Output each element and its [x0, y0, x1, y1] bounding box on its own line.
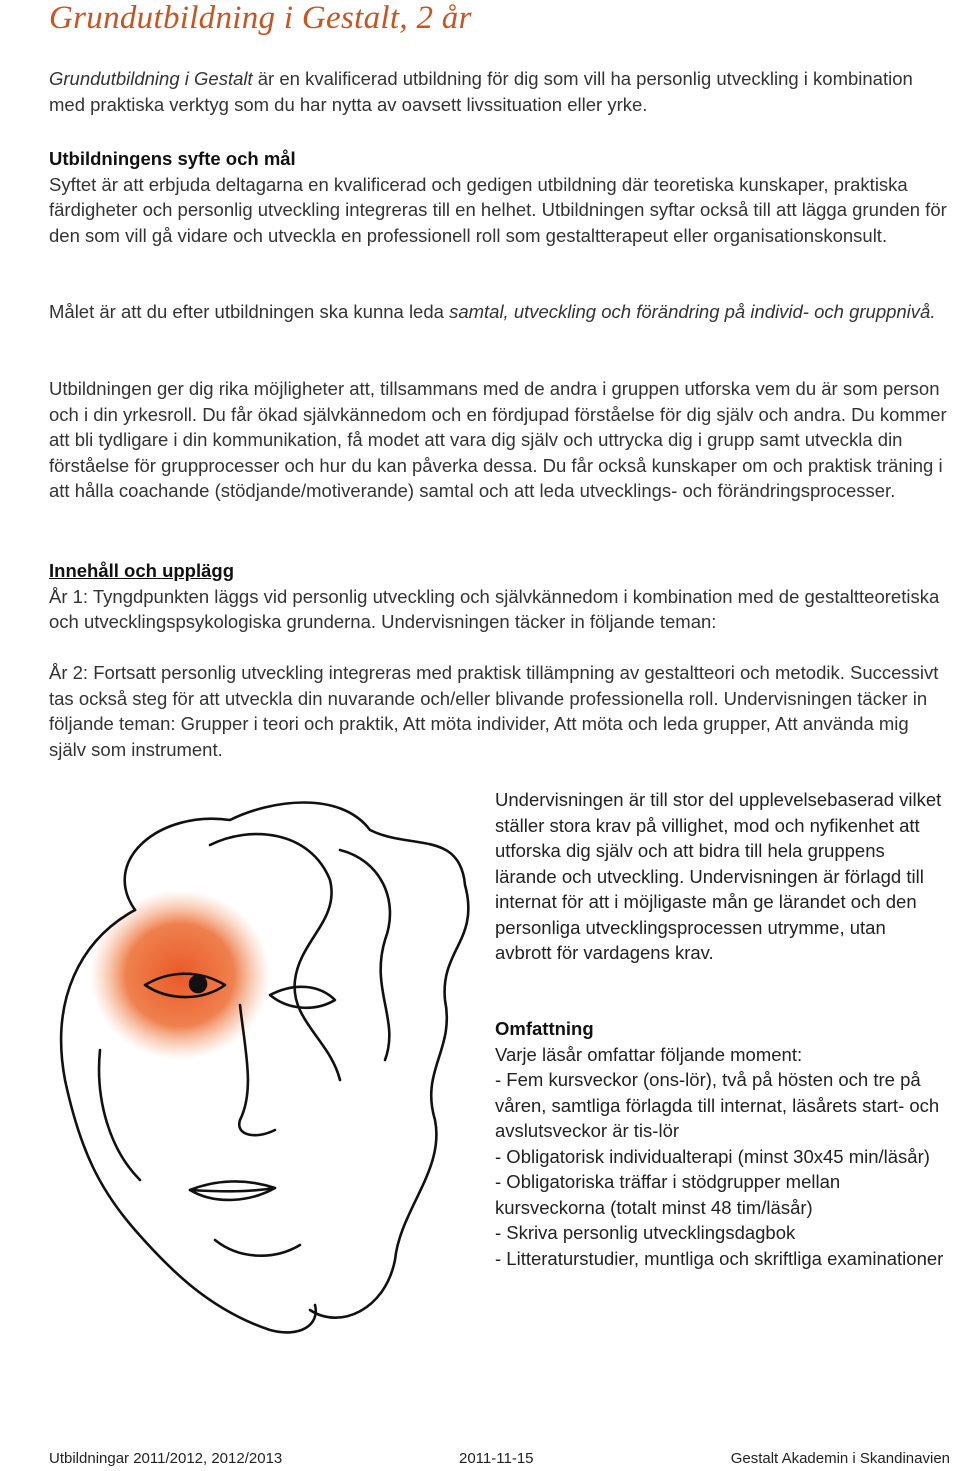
- line-drawing-face-illustration: [40, 790, 480, 1350]
- footer-left: Utbildningar 2011/2012, 2012/2013: [49, 1450, 283, 1467]
- list-item: - Obligatorisk individualterapi (minst 30x45 min/läsår): [495, 1145, 930, 1167]
- goal-italic: samtal, utveckling och förändring på individ- och gruppnivå.: [449, 301, 936, 322]
- hair-outline: [125, 803, 469, 1318]
- goal-prefix: Målet är att du efter utbildningen ska kunna leda: [49, 301, 450, 322]
- purpose-heading: Utbildningens syfte och mål: [49, 148, 296, 169]
- omfattning-intro: Varje läsår omfattar följande moment:: [495, 1043, 803, 1065]
- purpose-section: [49, 146, 949, 248]
- footer-date: 2011-11-15: [459, 1450, 534, 1467]
- pupil-left: [190, 976, 206, 992]
- eye-right: [270, 987, 335, 1008]
- content-heading: Innehåll och upplägg: [49, 560, 234, 581]
- intro-text: är en kvalificerad utbildning för dig som vill ha personlig utveckling i kombination med praktiska verktyg som du har nytta av oavsett livssituation eller yrke.: [49, 68, 913, 115]
- page-title: Grundutbildning i Gestalt, 2 år: [49, 0, 472, 36]
- right-column-text: Undervisningen är till stor del upplevelsebaserad vilket ställer stora krav på villighet, mod och nyfikenhet att utforska dig själv och att bidra till hela gruppens lärande och utveckling. Undervisningen är förlagd till internat för att i möjligaste mån ge lärandet och den personliga utvecklingsprocessen utrymme, utan avbrott för vardagens krav.: [495, 789, 942, 963]
- list-item: - Skriva personlig utvecklingsdagbok: [495, 1222, 796, 1243]
- content-section: [49, 558, 949, 635]
- list-item: - Fem kursveckor (ons-lör), två på hösten och tre på våren, samtliga förlagda till internat, läsårets start- och avslutsveckor är tis-lör: [495, 1069, 940, 1141]
- intro-italic: Grundutbildning i Gestalt: [49, 68, 253, 89]
- goal-paragraph: [49, 299, 949, 325]
- year1-text: År 1: Tyngdpunkten läggs vid personlig utveckling och självkännedom i kombination med de gestaltteoretiska och utvecklingspsykologiska grunderna. Undervisningen täcker in följande teman:: [49, 585, 940, 632]
- mouth-line: [190, 1188, 275, 1191]
- body-paragraph: Utbildningen ger dig rika möjligheter att, tillsammans med de andra i gruppen utforska vem du är som person och i din yrkesroll. Du får ökad självkännedom och en fördjupad förståelse för dig själv och andra. Du kommer att bli tydligare i din kommunikation, få modet att vara dig själv och uttrycka dig i grupp samt utveckla din förståelse för grupprocesser och hur du kan påverka dessa. Du får också kunskaper om och praktisk träning i att hålla coachande (stödjande/motiverande) samtal och att leda utvecklings- och förändringsprocesser.: [49, 378, 947, 501]
- omfattning-section: [495, 1016, 945, 1271]
- list-item: - Litteraturstudier, muntliga och skriftliga examinationer: [495, 1247, 944, 1269]
- footer-organization: Gestalt Akademin i Skandinavien: [730, 1450, 950, 1467]
- intro-paragraph: [49, 66, 929, 117]
- chin: [215, 1240, 300, 1256]
- hair-strand: [340, 850, 390, 1060]
- year2-text: År 2: Fortsatt personlig utveckling integreras med praktisk tillämpning av gestaltteori och metodik. Successivt tas också steg för att utveckla din nuvarande och/eller blivande professionella roll. Undervisningen täcker in följande teman: Grupper i teori och praktik, Att möta individer, Att möta och leda grupper, Att använda mig själv som instrument.: [49, 662, 939, 760]
- list-item: - Obligatoriska träffar i stödgrupper mellan kursveckorna (totalt minst 48 tim/läsår): [495, 1171, 841, 1218]
- cheek-line: [99, 1050, 140, 1180]
- omfattning-heading: Omfattning: [495, 1018, 594, 1039]
- purpose-text: Syftet är att erbjuda deltagarna en kvalificerad och gedigen utbildning där teoretiska kunskaper, praktiska färdigheter och personlig utveckling integreras till en helhet. Utbildningen syftar också till att lägga grunden för den som vill gå vidare och utveckla en professionell roll som gestaltterapeut eller organisationskonsult.: [49, 173, 947, 246]
